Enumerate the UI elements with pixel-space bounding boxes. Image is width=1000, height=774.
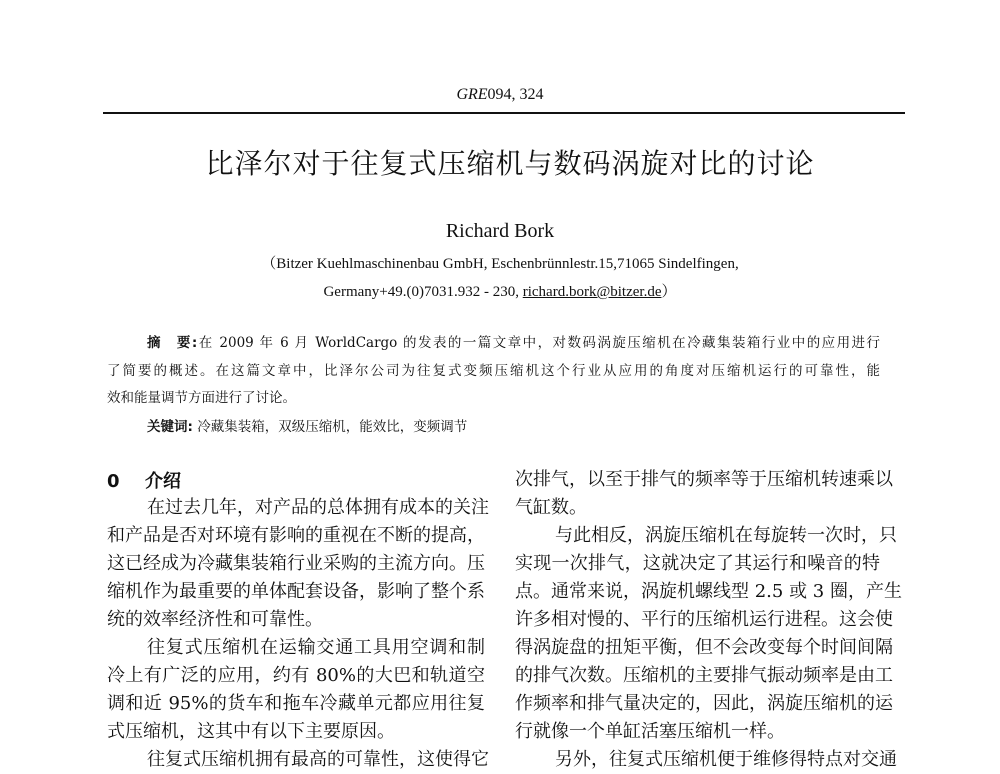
header-rule [103, 112, 905, 114]
abstract-text: 在 2009 年 6 月 WorldCargo 的发表的一篇文章中，对数码涡旋压缩机在冷藏集装箱行业中的应用进行 [197, 335, 880, 351]
section-title: 介绍 [145, 471, 181, 492]
body-text-line: 点。通常来说，涡旋机螺线型 2.5 或 3 圈，产生 [515, 581, 902, 602]
section-heading [107, 467, 181, 493]
body-text-line: 调和近 95%的货车和拖车冷藏单元都应用往复 [107, 693, 485, 714]
body-text-line: 行就像一个单缸活塞压缩机一样。 [515, 721, 785, 742]
body-text-line: 统的效率经济性和可靠性。 [107, 609, 323, 630]
affiliation-line-1: （Bitzer Kuehlmaschinenbau GmbH, Eschenbrünnlestr.15,71065 Sindelfingen, [261, 256, 739, 272]
body-text-line: 往复式压缩机在运输交通工具用空调和制 [147, 637, 485, 658]
affiliation-close: ） [661, 284, 677, 300]
body-text-line: 作频率和排气量决定的，因此，涡旋压缩机的运 [515, 693, 893, 714]
body-text-line: 冷上有广泛的应用，约有 80%的大巴和轨道空 [107, 665, 485, 686]
body-text-line: 许多相对慢的、平行的压缩机运行进程。这会使 [515, 609, 893, 630]
abstract-label: 摘 要: [147, 335, 198, 351]
journal-code: GRE [456, 86, 488, 103]
abstract-line: 效和能量调节方面进行了讨论。 [107, 390, 296, 406]
section-number: 0 [107, 471, 120, 492]
running-head [0, 86, 1000, 104]
body-text-line: 往复式压缩机拥有最高的可靠性，这使得它 [147, 749, 489, 770]
body-text-line: 另外，往复式压缩机便于维修得特点对交通 [555, 749, 897, 770]
keywords-label: 关键词: [147, 419, 193, 435]
body-text-line: 实现一次排气，这就决定了其运行和噪音的特 [515, 553, 880, 574]
contact-phone: Germany+49.(0)7031.932 - 230, [323, 284, 523, 300]
body-text-line: 得涡旋盘的扭矩平衡，但不会改变每个时间间隔 [515, 637, 893, 658]
body-text-line: 次排气，以至于排气的频率等于压缩机转速乘以 [515, 469, 893, 490]
author-name: Richard Bork [445, 220, 555, 242]
affiliation-line-2 [0, 280, 1000, 301]
body-text-line: 和产品是否对环境有影响的重视在不断的提高， [107, 525, 485, 546]
keywords-text: 冷藏集装箱，双级压缩机，能效比，变频调节 [197, 419, 468, 435]
abstract-line [147, 331, 880, 351]
body-text-line: 在过去几年，对产品的总体拥有成本的关注 [147, 497, 489, 518]
body-text-line: 这已经成为冷藏集装箱行业采购的主流方向。压 [107, 553, 485, 574]
paper-title: 比泽尔对于往复式压缩机与数码涡旋对比的讨论 [205, 147, 815, 180]
abstract-line: 了简要的概述。在这篇文章中，比泽尔公司为往复式变频压缩机这个行业从应用的角度对压缩机运行的可靠性，能 [107, 363, 880, 379]
body-text-line: 气缸数。 [515, 497, 587, 518]
keywords-line [147, 415, 920, 435]
email-link[interactable]: richard.bork@bitzer.de [522, 284, 662, 300]
body-text-line: 式压缩机，这其中有以下主要原因。 [107, 721, 395, 742]
body-text-line: 缩机作为最重要的单体配套设备，影响了整个系 [107, 581, 485, 602]
body-text-line: 的排气次数。压缩机的主要排气振动频率是由工 [515, 665, 893, 686]
body-text-line: 与此相反，涡旋压缩机在每旋转一次时，只 [555, 525, 897, 546]
article-number: 094, 324 [487, 86, 544, 103]
